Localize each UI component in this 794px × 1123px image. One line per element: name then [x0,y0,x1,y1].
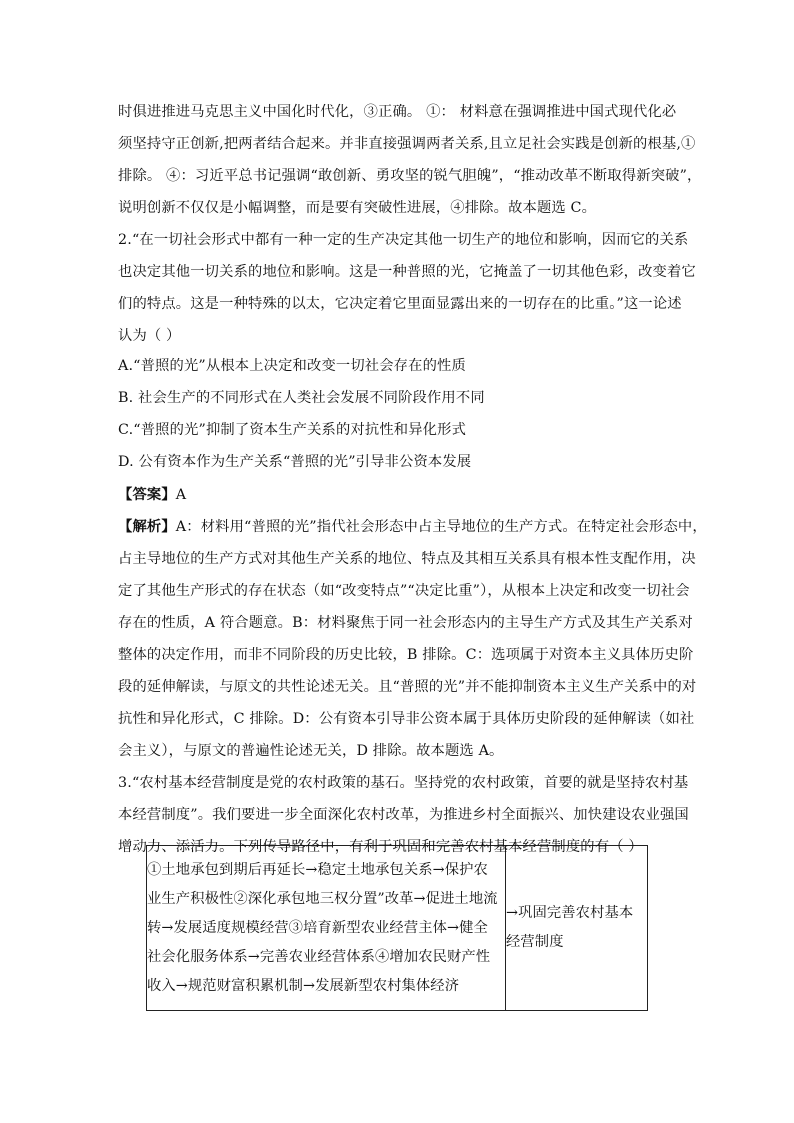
answer-label: 【答案】 [118,487,176,503]
q3-path-line: 收入→规范财富积累机制→发展新型农村集体经济 [147,977,460,994]
q2-stem-line: 们的特点。这是一种特殊的以太，它决定着它里面显露出来的一切存在的比重。”这一论述 [118,296,682,312]
q3-path-line: 社会化服务体系→完善农业经营体系④增加农民财产性 [147,948,491,965]
q2-stem-line: 也决定其他一切关系的地位和影响。这是一种普照的光，它掩盖了一切其他色彩，改变着它 [118,264,696,280]
q2-analysis-line: 抗性和异化形式，C 排除。D：公有资本引导非公资本属于具体历史阶段的延伸解读（如社 [118,711,695,727]
q2-analysis-line: 存在的性质，A 符合题意。B：材料聚焦于同一社会形态内的主导生产方式及其生产关系对 [118,615,693,631]
q3-path-line: 业生产积极性②深化承包地三权分置”改革→促进土地流 [147,890,498,907]
analysis-label: 【解析】 [118,519,176,535]
q3-result-line: 经营制度 [506,934,564,950]
analysis-text: A：材料用“普照的光”指代社会形态中占主导地位的生产方式。在特定社会形态中， [175,519,707,535]
q2-analysis-line: 整体的决定作用，而非不同阶段的历史比较，B 排除。C：选项属于对资本主义具体历史阶 [118,647,694,663]
q3-stem-line: 增动力、添活力。下列传导路径中，有利于巩固和完善农村基本经营制度的有（ ） [118,839,643,855]
q2-option-a: A.“普照的光”从根本上决定和改变一切社会存在的性质 [118,358,466,374]
q3-path-line: ①土地承包到期后再延长→稳定土地承包关系→保护农 [147,861,488,878]
q2-option-b: B. 社会生产的不同形式在人类社会发展不同阶段作用不同 [118,390,485,406]
q2-option-c: C.“普照的光”抑制了资本生产关系的对抗性和异化形式 [118,422,467,438]
q3-result-cell [506,846,648,1011]
q3-stem-line: 3.“农村基本经营制度是党的农村政策的基石。坚持党的农村政策，首要的就是坚持农村基 [118,775,689,791]
q2-option-d: D. 公有资本作为生产关系“普照的光”引导非公资本发展 [118,454,472,470]
q2-stem-line: 认为（ ） [118,328,181,344]
q3-result-line: →巩固完善农村基本 [506,905,634,921]
q2-stem-line: 2.“在一切社会形式中都有一种一定的生产决定其他一切生产的地位和影响，因而它的关系 [118,232,689,248]
answer-value: A [175,487,187,503]
q3-path-line: 转→发展适度规模经营③培育新型农业经营主体→健全 [147,919,488,936]
q2-analysis-line: 段的延伸解读，与原文的共性论述无关。且“普照的光”并不能抑制资本主义生产关系中的对 [118,679,697,695]
q1-analysis-line: 时俱进推进马克思主义中国化时代化，③正确。 ①： 材料意在强调推进中国式现代化必 [118,104,677,120]
q1-analysis-line: 须坚持守正创新,把两者结合起来。并非直接强调两者关系,且立足社会实践是创新的根基,① [118,136,696,152]
q2-analysis-line [118,517,707,537]
q3-transmission-table [146,845,648,1011]
q1-analysis-line: 排除。 ④：习近平总书记强调“敢创新、勇攻坚的锐气胆魄”，“推动改革不断取得新突破”， [118,168,702,184]
q2-answer [118,485,678,505]
q3-stem-line: 本经营制度”。我们要进一步全面深化农村改革，为推进乡村全面振兴、加快建设农业强国 [118,807,689,823]
q2-analysis-line: 定了其他生产形式的存在状态（如“改变特点”“决定比重”），从根本上决定和改变一切社会 [118,583,690,599]
q1-analysis-line: 说明创新不仅仅是小幅调整，而是要有突破性进展，④排除。故本题选 C。 [118,200,597,216]
q2-analysis-line: 占主导地位的生产方式对其他生产关系的地位、特点及其相互关系具有根本性支配作用，决 [118,551,696,567]
q2-analysis-line: 会主义），与原文的普遍性论述无关，D 排除。故本题选 A。 [118,743,504,759]
q3-paths-cell [147,846,506,1011]
